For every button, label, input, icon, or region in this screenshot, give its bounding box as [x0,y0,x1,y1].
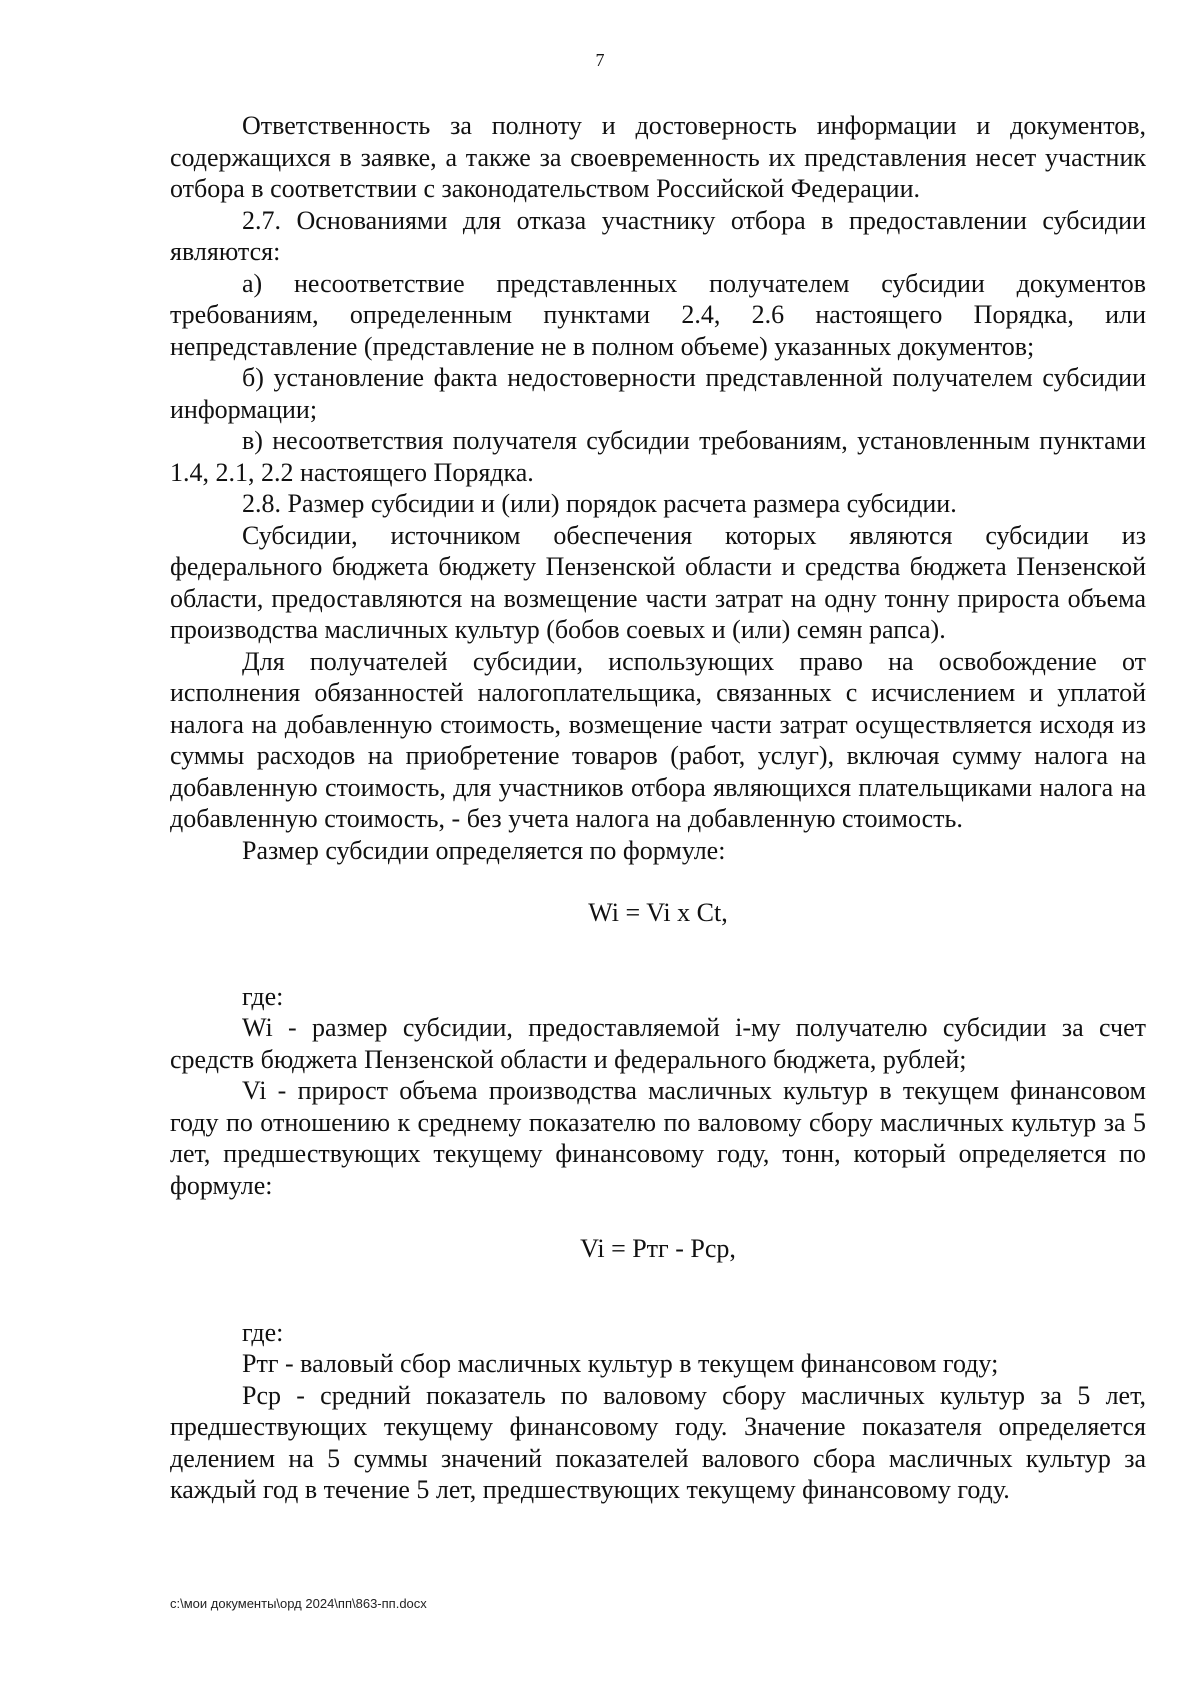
paragraph-ptg-definition: Pтг - валовый сбор масличных культур в текущем финансовом году; [242,1349,999,1378]
paragraph-item-v: в) несоответствия получателя субсидии требованиям, установленным пунктами 1.4, 2.1, 2.2 настоящего Порядка. [170,426,1146,487]
paragraph-subsidy-sources: Субсидии, источником обеспечения которых являются субсидии из федерального бюджета бюджету Пензенской области и средства бюджета Пензенской области, предоставляются на возмещение части затрат на одну тонну прироста объема производства масличных культур (бобов соевых и (или) семян рапса). [170,520,1146,644]
paragraph-vat: Для получателей субсидии, использующих право на освобождение от исполнения обязанностей налогоплательщика, связанных с исчислением и уплатой налога на добавленную стоимость, возмещение части затрат осуществляется исходя из суммы расходов на приобретение товаров (работ, услуг), включая сумму налога на добавленную стоимость, для участников отбора являющихся плательщиками налога на добавленную стоимость, - без учета налога на добавленную стоимость. [170,646,1146,833]
paragraph-formula-intro: Размер субсидии определяется по формуле: [242,835,726,865]
paragraph-wi-definition: Wi - размер субсидии, предоставляемой i-му получателю субсидии за счет средств бюджета Пензенской области и федерального бюджета, рублей; [170,1013,1146,1074]
paragraph-psr-definition: Pср - средний показатель по валовому сбору масличных культур за 5 лет, предшествующих текущему финансовому году. Значение показателя определяется делением на 5 суммы значений показателей валового сбора масличных культур за каждый год в течение 5 лет, предшествующих текущему финансовому году. [170,1380,1146,1504]
paragraph-2-7-heading: 2.7. Основаниями для отказа участнику отбора в предоставлении субсидии являются: [170,205,1146,266]
paragraph-where-1: где: [242,981,284,1011]
paragraph-where-2: где: [242,1317,284,1347]
paragraph-responsibility: Ответственность за полноту и достоверность информации и документов, содержащихся в заявке, а также за своевременность их представления несет участник отбора в соответствии с законодательством Российской Федерации. [170,111,1146,203]
footer-file-path: с:\мои документы\орд 2024\пп\863-пп.docx [170,1596,427,1611]
formula-growth: Vi = Pтг - Pср, [580,1234,736,1263]
formula-subsidy-size: Wi = Vi x Ct, [588,898,728,927]
paragraph-2-8-heading: 2.8. Размер субсидии и (или) порядок расчета размера субсидии. [242,489,957,518]
page-number: 7 [595,50,605,70]
paragraph-vi-definition: Vi - прирост объема производства масличных культур в текущем финансовом году по отношению к среднему показателю по валовому сбору масличных культур за 5 лет, предшествующих текущему финансовому году, тонн, который определяется по формуле: [170,1076,1146,1200]
paragraph-item-a: а) несоответствие представленных получателем субсидии документов требованиям, определенным пунктами 2.4, 2.6 настоящего Порядка, или непредставление (представление не в полном объеме) указанных документов; [170,268,1146,361]
document-body [170,110,1146,1506]
paragraph-item-b: б) установление факта недостоверности представленной получателем субсидии информации; [170,363,1146,424]
